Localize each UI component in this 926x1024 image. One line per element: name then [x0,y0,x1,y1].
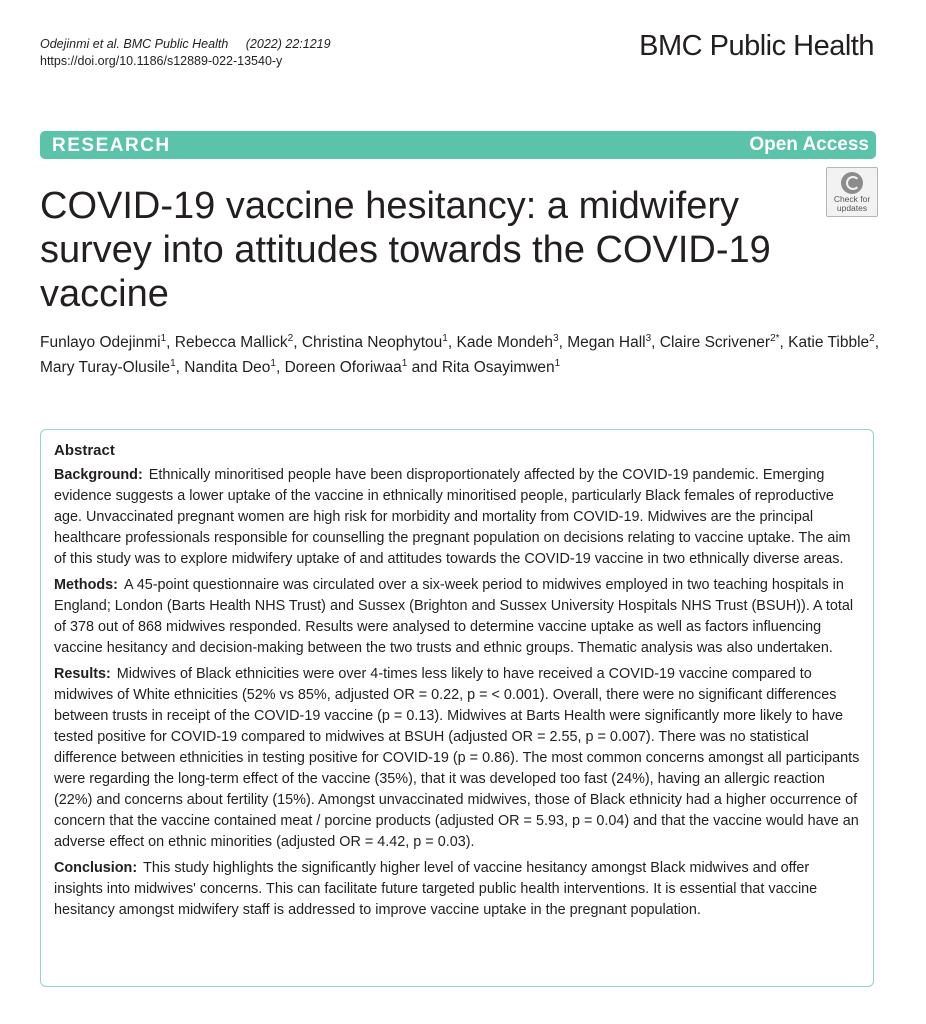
abstract-methods [54,575,861,659]
author[interactable] [567,334,651,351]
author[interactable] [40,359,176,376]
author-name: Katie Tibble [788,334,870,351]
abstract-heading: Abstract [54,442,115,459]
section-text: Ethnically minoritised people have been disproportionately affected by the COVID-19 pandemic. Emerging evidence suggests a lower uptake of the vaccine in ethnically minoritised people, particularly Black females of reproductive age. Unvaccinated pregnant women are high risk for morbidity and mortality from COVID-19. Midwives are the principal healthcare professionals responsible for counselling the pregnant population on decisions relating to vaccine uptake. The aim of this study was to explore midwifery uptake of and attitudes towards the COVID-19 vaccine in two ethnically diverse areas. [54,467,851,567]
abstract-conclusion [54,858,861,921]
author[interactable] [456,334,558,351]
citation-header [40,36,331,70]
journal-logo: BMC Public Health [639,30,874,62]
section-text: This study highlights the significantly higher level of vaccine hesitancy amongst Black midwives and offer insights into midwives' concerns. This can facilitate future targeted public health interventions. It is essential that vaccine hesitancy amongst midwifery staff is addressed to improve vaccine uptake in the pregnant population. [54,860,818,918]
author-affiliation: 2* [770,333,780,344]
check-for-updates-line1: Check for [833,194,871,204]
check-for-updates-button[interactable] [826,167,878,217]
author-affiliation: 1 [554,358,561,369]
author[interactable] [175,334,293,351]
author-name: Rita Osayimwen [441,359,555,376]
author-name: Megan Hall [567,334,646,351]
author-affiliation: 2 [287,333,294,344]
citation-text: Odejinmi et al. BMC Public Health [40,37,229,51]
abstract-background [54,465,861,570]
section-label: Methods: [54,577,118,593]
author[interactable] [40,334,166,351]
section-text: A 45-point questionnaire was circulated over a six-week period to midwives employed in two teaching hospitals in England; London (Barts Health NHS Trust) and Sussex (Brighton and Sussex University Hospitals NHS Trust (BSUH)). A total of 378 out of 868 midwives responded. Results were analysed to determine vaccine uptake as well as factors influencing vaccine hesitancy and decision-making between the two trusts and ethnic groups. Thematic analysis was also undertaken. [54,577,854,656]
section-text: Midwives of Black ethnicities were over 4-times less likely to have received a COVID-19 vaccine compared to midwives of White ethnicities (52% vs 85%, adjusted OR = 0.22, p = < 0.001). Overall, there were no significant differences between trusts in receipt of the COVID-19 vaccine (p = 0.13). Midwives at Barts Health were significantly more likely to have tested positive for COVID-19 compared to midwives at BSUH (adjusted OR = 2.55, p = 0.007). There was no statistical difference between ethnicities in testing positive for COVID-19 (p = 0.86). The most common concerns amongst all participants were regarding the long-term effect of the vaccine (35%), that it was developed too fast (24%), having an allergic reaction (22%) and concerns about fertility (15%). Amongst unvaccinated midwives, those of Black ethnicity had a higher occurrence of concern that the vaccine contained meat / porcine products (adjusted OR = 5.93, p = 0.04) and that the vaccine would have an adverse effect on ethnic minorities (adjusted OR = 4.42, p = 0.03). [54,666,860,850]
author-list: Funlayo Odejinmi$^1$, Rebecca Mallick$^2$, Christina Neophytou$^1$, Kade Mondeh$^3$, Megan Hall$^3$, Claire Scrivener$^{2*}$, Katie Tibble$^2$, Mary Turay-Olusile$^1$, Nandita Deo$^1$, Doreen Oforiwaa$^1$ and Rita Osayimwen$^1$ [40,333,880,376]
author[interactable] [184,359,276,376]
author-name: Christina Neophytou [301,334,443,351]
article-type-banner [40,131,876,159]
author[interactable] [660,334,780,351]
author[interactable] [788,334,875,351]
author-affiliation: 1 [401,358,408,369]
author-affiliation: 2 [869,333,875,344]
open-access-label: Open Access [749,134,869,155]
abstract-results [54,664,861,853]
article-title: COVID-19 vaccine hesitancy: a midwifery survey into attitudes towards the COVID-19 vaccine [40,185,771,315]
author-affiliation: 1 [160,333,167,344]
author-affiliation: 3 [553,333,559,344]
author-name: Funlayo Odejinmi [40,334,161,351]
section-label: Results: [54,666,111,682]
author-affiliation: 1 [442,333,448,344]
author-name: Claire Scrivener [659,334,771,351]
author-affiliation: 1 [170,358,176,369]
author-name: Rebecca Mallick [174,334,288,351]
section-label: Background: [54,467,143,483]
section-label: Conclusion: [54,860,138,876]
check-for-updates-icon [841,172,863,194]
abstract-box [40,429,874,987]
article-type-label: RESEARCH [52,135,171,156]
check-for-updates-line2: updates [836,203,868,213]
author[interactable] [302,334,448,351]
doi-link[interactable]: https://doi.org/10.1186/s12889-022-13540-y [40,54,283,68]
author-affiliation: 1 [270,358,276,369]
author-name: Mary Turay-Olusile [40,359,171,376]
author-affiliation: 3 [645,333,652,344]
author[interactable] [285,359,408,376]
author-name: Doreen Oforiwaa [284,359,402,376]
author-name: Nandita Deo [184,359,271,376]
year-volume: (2022) 22:1219 [245,37,331,51]
author[interactable] [442,359,560,376]
author-name: Kade Mondeh [456,334,554,351]
